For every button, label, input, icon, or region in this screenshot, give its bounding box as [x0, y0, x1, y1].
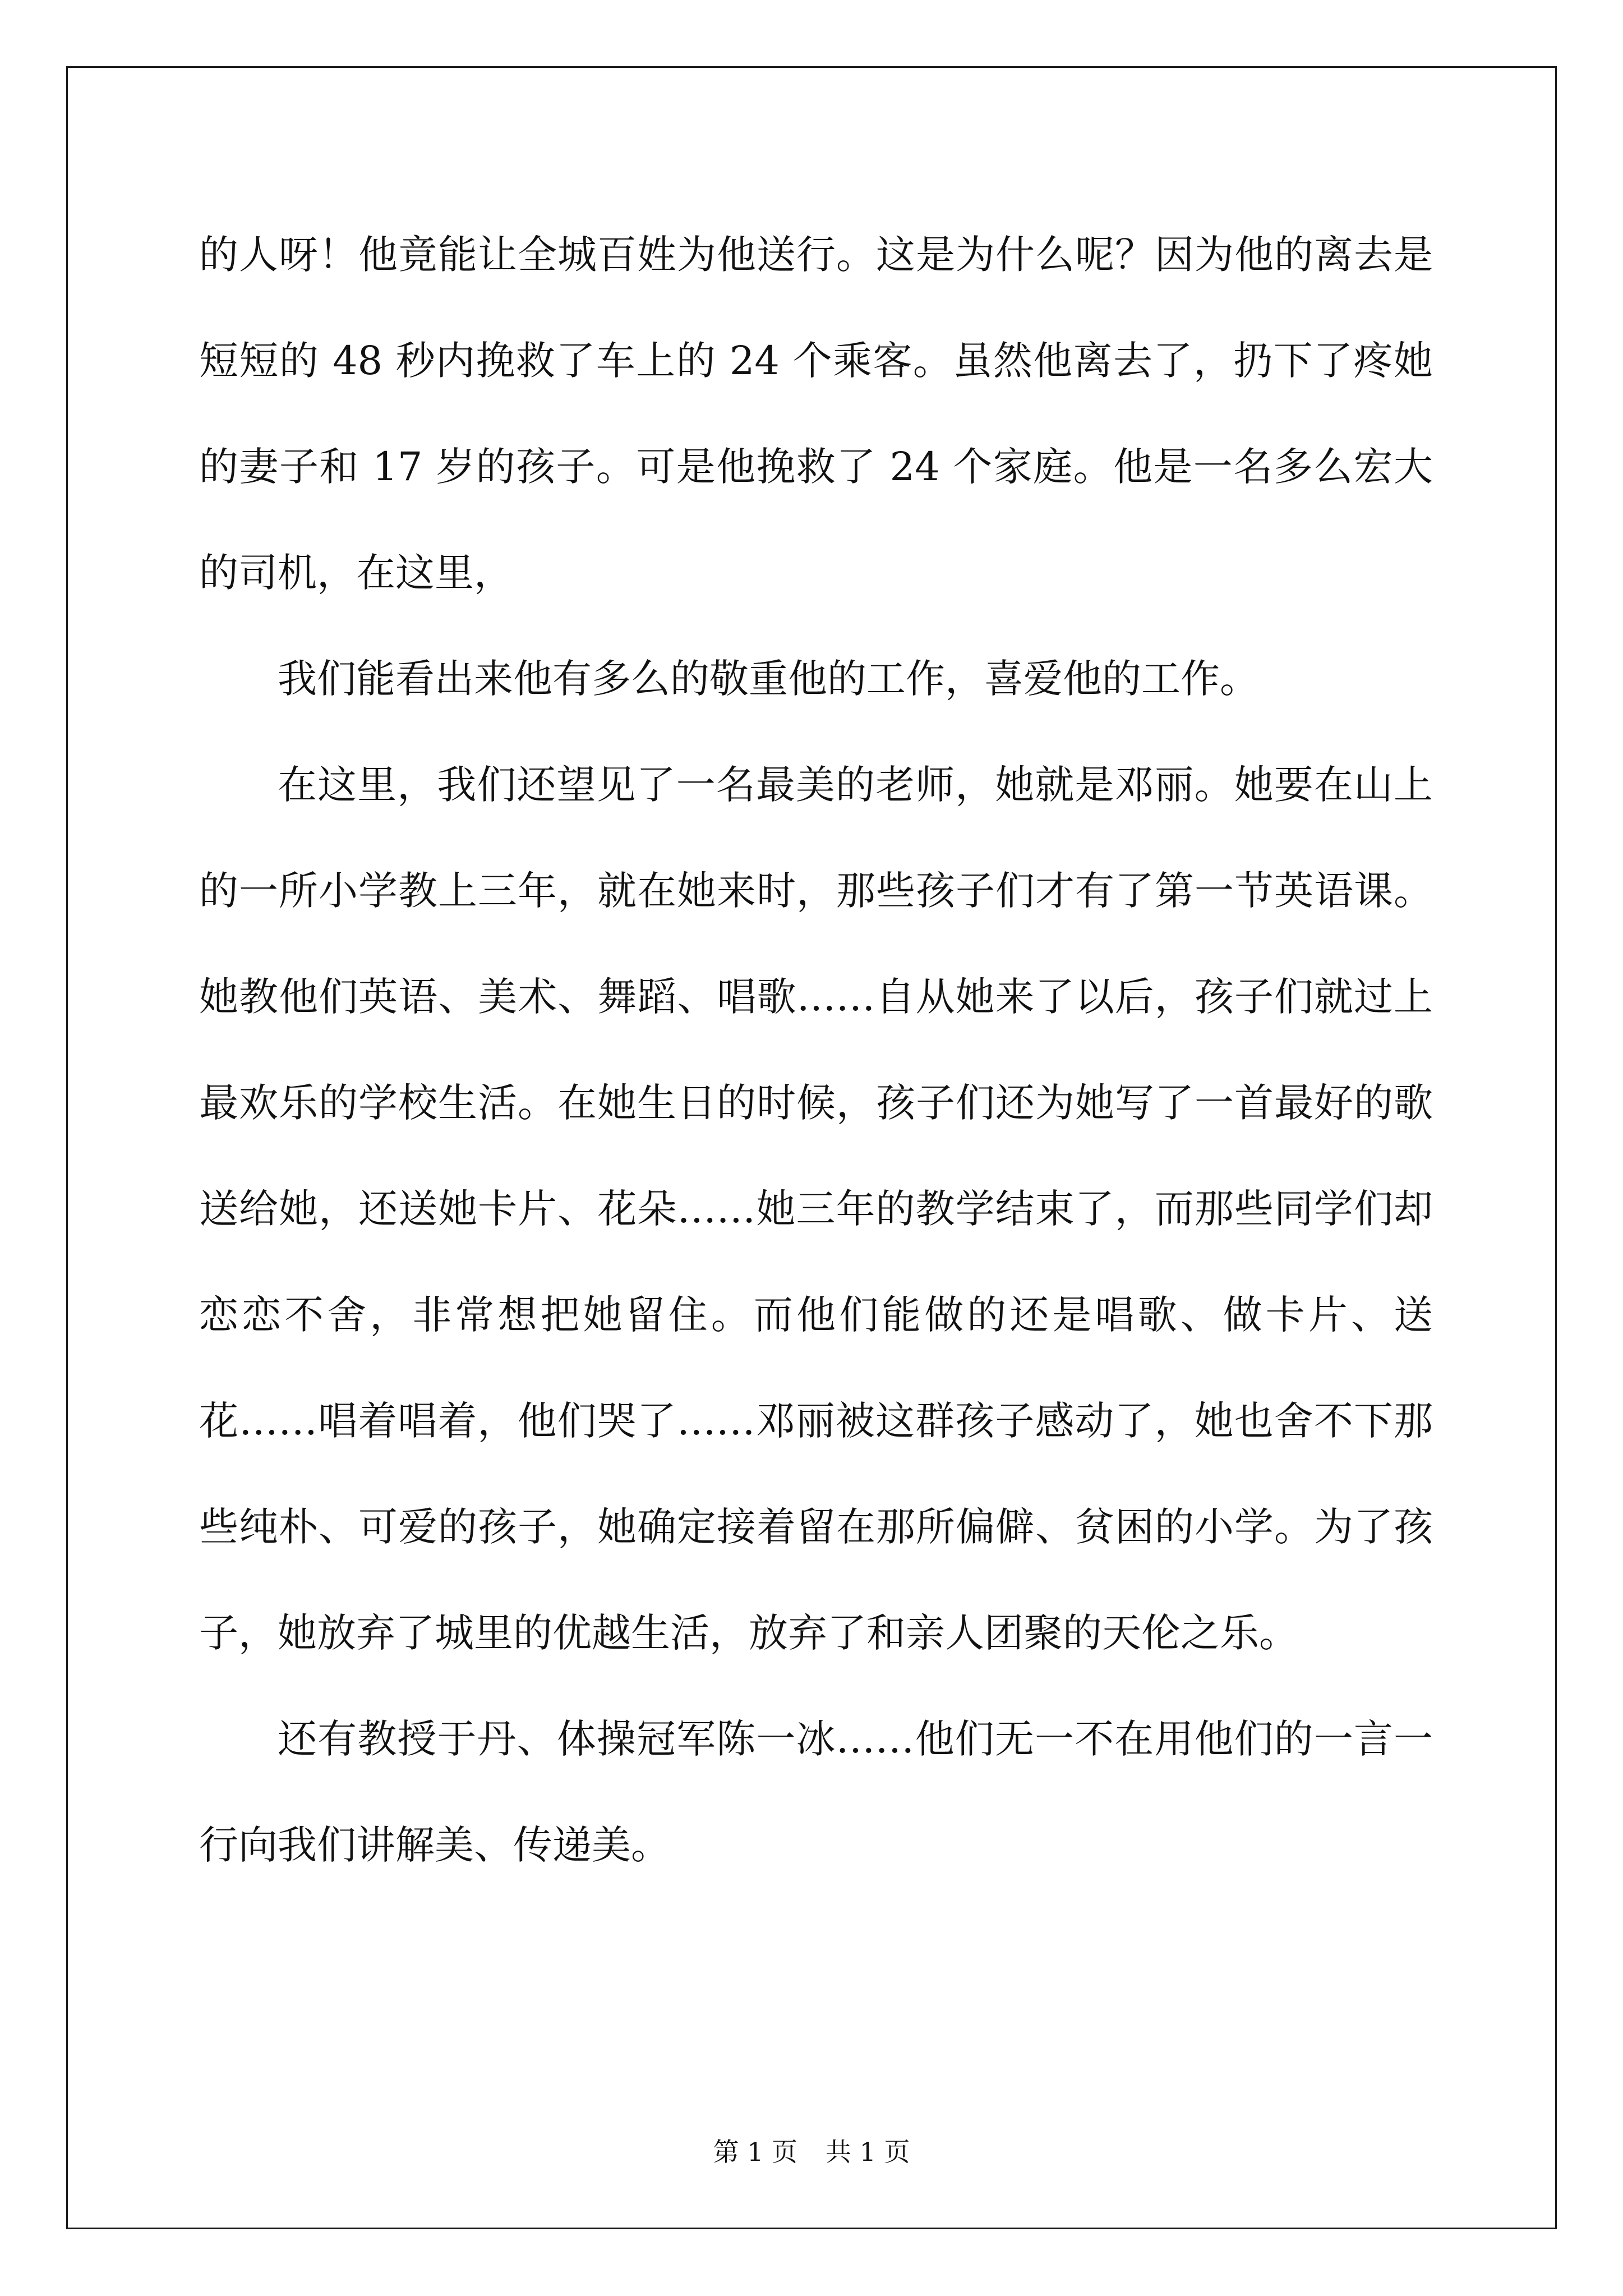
page-footer [0, 2132, 1623, 2169]
paragraph: 在这里，我们还望见了一名最美的老师，她就是邓丽。她要在山上的一所小学教上三年，就在她来时，那些孩子们才有了第一节英语课。她教他们英语、美术、舞蹈、唱歌……自从她来了以后，孩子们就过上最欢乐的学校生活。在她生日的时候，孩子们还为她写了一首最好的歌送给她，还送她卡片、花朵……她三年的教学结束了，而那些同学们却恋恋不舍，非常想把她留住。而他们能做的还是唱歌、做卡片、送花……唱着唱着，他们哭了……邓丽被这群孩子感动了，她也舍不下那些纯朴、可爱的孩子，她确定接着留在那所偏僻、贫困的小学。为了孩子，她放弃了城里的优越生活，放弃了和亲人团聚的天伦之乐。 [199, 762, 1433, 1656]
paragraph: 还有教授于丹、体操冠军陈一冰……他们无一不在用他们的一言一行向我们讲解美、传递美。 [199, 1716, 1433, 1868]
document-body [199, 202, 1433, 1898]
paragraph: 的人呀！他竟能让全城百姓为他送行。这是为什么呢？因为他的离去是短短的 48 秒内挽救了车上的 24 个乘客。虽然他离去了，扔下了疼她的妻子和 17 岁的孩子。可是他挽救了 24 个家庭。他是一名多么宏大的司机，在这里， [199, 232, 1433, 596]
paragraph: 我们能看出来他有多么的敬重他的工作，喜爱他的工作。 [278, 656, 1259, 702]
page-number: 第 1 页 [713, 2137, 797, 2167]
page-total: 共 1 页 [826, 2137, 910, 2167]
